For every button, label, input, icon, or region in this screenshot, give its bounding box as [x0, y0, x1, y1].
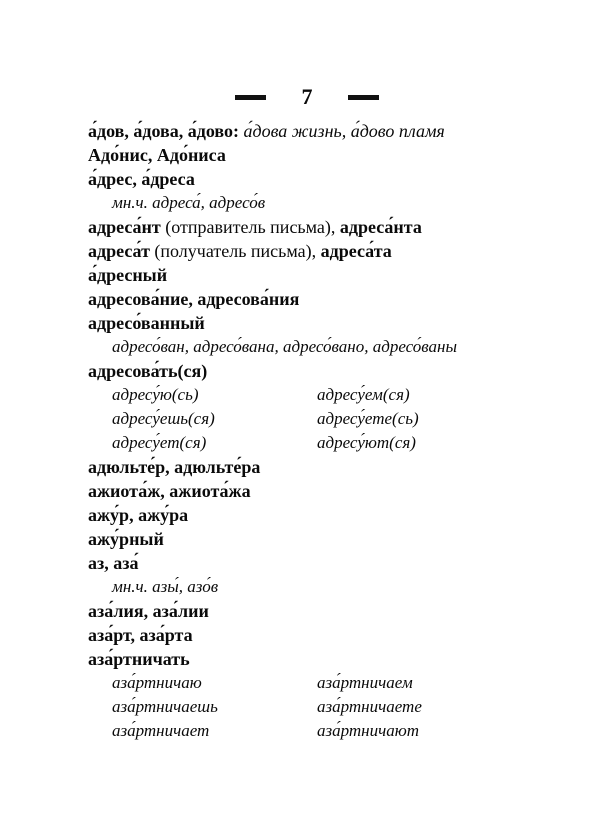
conjugation-right: адресу́ем(ся) — [317, 385, 410, 404]
conjugation-right: аза́ртничают — [317, 721, 419, 740]
headword-segment: адреса́нт — [88, 217, 161, 237]
headword-segment: Адо́нис, Адо́ниса — [88, 145, 226, 165]
headword-segment: а́дов, а́дова, а́дово: — [88, 121, 240, 141]
headword-segment: ажу́рный — [88, 529, 164, 549]
dictionary-line-sub — [88, 575, 568, 599]
dictionary-line-entry — [88, 287, 568, 311]
headword-segment: адюльте́р, адюльте́ра — [88, 457, 261, 477]
conjugation-left: адресу́ешь(ся) — [112, 409, 215, 428]
dictionary-line-sub — [88, 335, 568, 359]
header-dash-right — [348, 95, 379, 100]
dictionary-line-cols — [88, 695, 568, 719]
headword-segment: адресова́ние, адресова́ния — [88, 289, 300, 309]
dictionary-content — [88, 119, 568, 743]
dictionary-line-entry — [88, 263, 568, 287]
headword-segment: аза́ртничать — [88, 649, 190, 669]
dictionary-line-entry — [88, 143, 568, 167]
dictionary-line-entry — [88, 239, 568, 263]
headword-segment: а́дова жизнь, а́дово пламя — [239, 121, 445, 141]
page-header — [0, 84, 614, 112]
dictionary-line-cols — [88, 671, 568, 695]
conjugation-right: аза́ртничаете — [317, 697, 422, 716]
headword-segment: (отправитель письма), — [160, 217, 340, 237]
dictionary-line-entry — [88, 503, 568, 527]
conjugation-left: адресу́ю(сь) — [112, 385, 199, 404]
headword-segment: ажу́р, ажу́ра — [88, 505, 189, 525]
conjugation-right: адресу́ете(сь) — [317, 409, 419, 428]
dictionary-line-entry — [88, 527, 568, 551]
header-dash-left — [235, 95, 266, 100]
headword-segment: аза́лия, аза́лии — [88, 601, 209, 621]
dictionary-line-entry — [88, 455, 568, 479]
headword-segment: адреса́нта — [339, 217, 422, 237]
headword-segment: а́дресный — [88, 265, 168, 285]
dictionary-line-entry — [88, 599, 568, 623]
grammar-note: адресо́ван, адресо́вана, адресо́вано, адресо́ваны — [112, 337, 457, 356]
page-header-inner — [235, 84, 379, 110]
grammar-note: мн.ч. азы́, азо́в — [112, 577, 219, 596]
dictionary-line-cols — [88, 431, 568, 455]
headword-segment: а́дрес, а́дреса — [88, 169, 195, 189]
headword-segment: (получатель письма), — [149, 241, 321, 261]
conjugation-left: адресу́ет(ся) — [112, 433, 207, 452]
dictionary-line-entry — [88, 479, 568, 503]
dictionary-line-entry — [88, 215, 568, 239]
dictionary-line-cols — [88, 407, 568, 431]
dictionary-line-entry — [88, 647, 568, 671]
headword-segment: адресо́ванный — [88, 313, 205, 333]
conjugation-right: адресу́ют(ся) — [317, 433, 416, 452]
conjugation-left: аза́ртничаешь — [112, 697, 218, 716]
dictionary-line-cols — [88, 719, 568, 743]
dictionary-line-entry — [88, 359, 568, 383]
dictionary-line-entry — [88, 119, 568, 143]
conjugation-right: аза́ртничаем — [317, 673, 413, 692]
page-number: 7 — [301, 84, 313, 109]
headword-segment: адресова́ть(ся) — [88, 361, 208, 381]
grammar-note: мн.ч. адреса́, адресо́в — [112, 193, 266, 212]
conjugation-left: аза́ртничает — [112, 721, 210, 740]
headword-segment: аз, аза́ — [88, 553, 139, 573]
headword-segment: аза́рт, аза́рта — [88, 625, 193, 645]
dictionary-line-entry — [88, 623, 568, 647]
dictionary-line-entry — [88, 311, 568, 335]
headword-segment: адреса́та — [320, 241, 392, 261]
dictionary-line-entry — [88, 551, 568, 575]
headword-segment: адреса́т — [88, 241, 150, 261]
conjugation-left: аза́ртничаю — [112, 673, 202, 692]
headword-segment: ажиота́ж, ажиота́жа — [88, 481, 251, 501]
dictionary-line-cols — [88, 383, 568, 407]
dictionary-line-sub — [88, 191, 568, 215]
dictionary-line-entry — [88, 167, 568, 191]
